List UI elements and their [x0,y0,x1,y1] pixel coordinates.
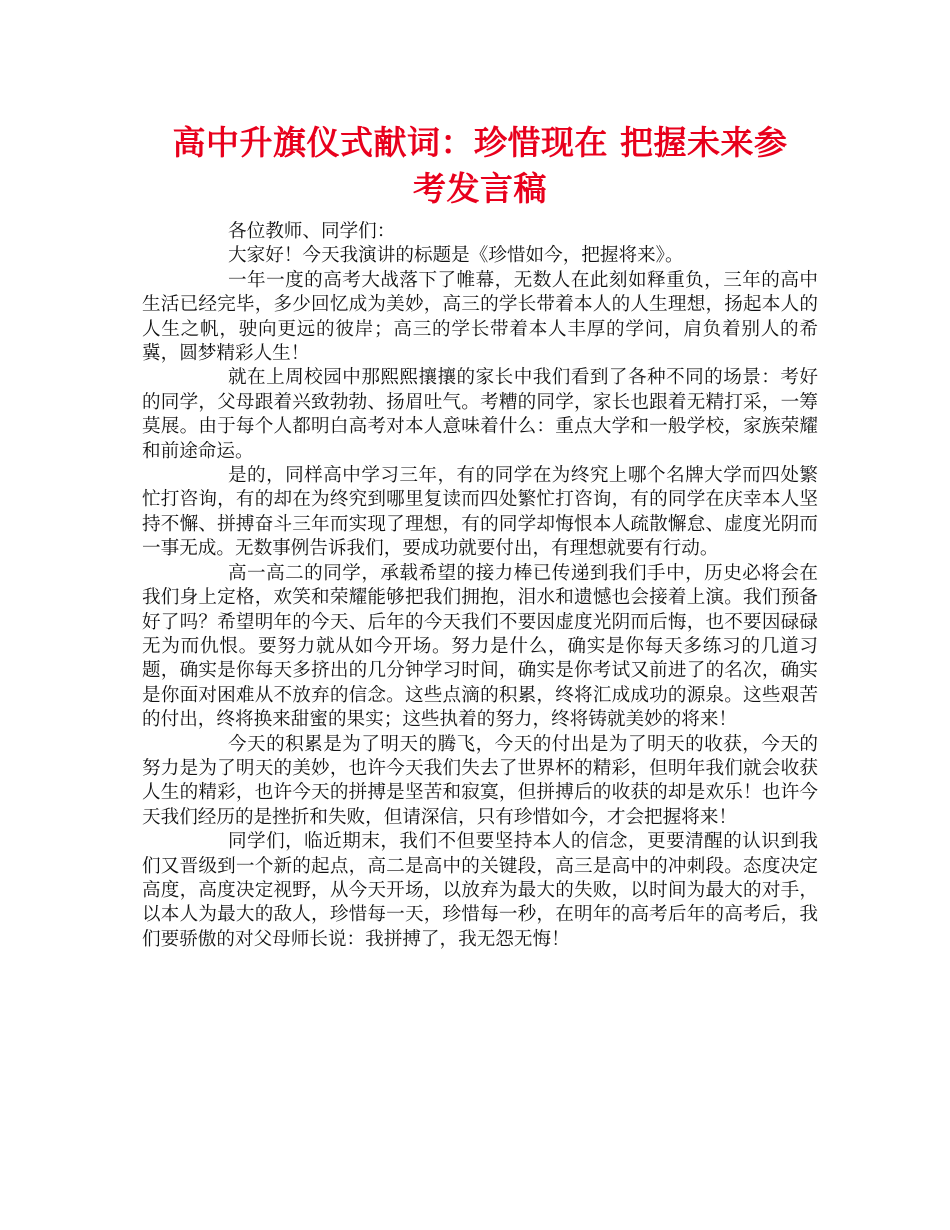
title-line-1: 高中升旗仪式献词：珍惜现在 把握未来参 [172,123,788,162]
body-paragraph: 就在上周校园中那熙熙攘攘的家长中我们看到了各种不同的场景：考好的同学，父母跟着兴致勃勃、扬眉吐气。考糟的同学，家长也跟着无精打采，一筹莫展。由于每个人都明白高考对本人意味着什么：重点大学和一般学校，家族荣耀和前途命运。 [142,367,818,462]
greeting-paragraph: 大家好！今天我演讲的标题是《珍惜如今，把握将来》。 [228,245,684,267]
body-paragraph: 高一高二的同学，承载希望的接力棒已传递到我们手中，历史必将会在我们身上定格，欢笑和荣耀能够把我们拥抱，泪水和遗憾也会接着上演。我们预备好了吗？希望明年的今天、后年的今天我们不要因虚度光阴而后悔，也不要因碌碌无为而仇恨。要努力就从如今开场。努力是什么，确实是你每天多练习的几道习题，确实是你每天多挤出的几分钟学习时间，确实是你考试又前进了的名次，确实是你面对困难从不放弃的信念。这些点滴的积累，终将汇成成功的源泉。这些艰苦的付出，终将换来甜蜜的果实；这些执着的努力，终将铸就美妙的将来！ [142,562,818,731]
body-paragraph: 是的，同样高中学习三年，有的同学在为终究上哪个名牌大学而四处繁忙打咨询，有的却在为终究到哪里复读而四处繁忙打咨询，有的同学在庆幸本人坚持不懈、拼搏奋斗三年而实现了理想，有的同学却悔恨本人疏散懈怠、虚度光阴而一事无成。无数事例告诉我们，要成功就要付出，有理想就要有行动。 [142,465,818,560]
closing-paragraph: 同学们，临近期末，我们不但要坚持本人的信念，更要清醒的认识到我们又晋级到一个新的起点，高二是高中的关键段，高三是高中的冲刺段。态度决定高度，高度决定视野，从今天开场，以放弃为最大的失败，以时间为最大的对手，以本人为最大的敌人，珍惜每一天，珍惜每一秒，在明年的高考后年的高考后，我们要骄傲的对父母师长说：我拼搏了，我无怨无悔！ [142,831,818,950]
body-paragraph: 一年一度的高考大战落下了帷幕，无数人在此刻如释重负，三年的高中生活已经完毕，多少回忆成为美妙，高三的学长带着本人的人生理想，扬起本人的人生之帆，驶向更远的彼岸；高三的学长带着本人丰厚的学问，肩负着别人的希冀，圆梦精彩人生！ [142,269,818,365]
body-paragraph: 今天的积累是为了明天的腾飞，今天的付出是为了明天的收获，今天的努力是为了明天的美妙，也许今天我们失去了世界杯的精彩，但明年我们就会收获人生的精彩，也许今天的拼搏是坚苦和寂寞，但拼搏后的收获的却是欢乐！也许今天我们经历的是挫折和失败，但请深信，只有珍惜如今，才会把握将来！ [142,733,818,828]
title-line-2: 考发言稿 [413,169,547,208]
document-page [142,120,818,952]
document-body [142,220,818,952]
document-title [142,120,818,212]
salutation: 各位教师、同学们： [228,221,396,242]
